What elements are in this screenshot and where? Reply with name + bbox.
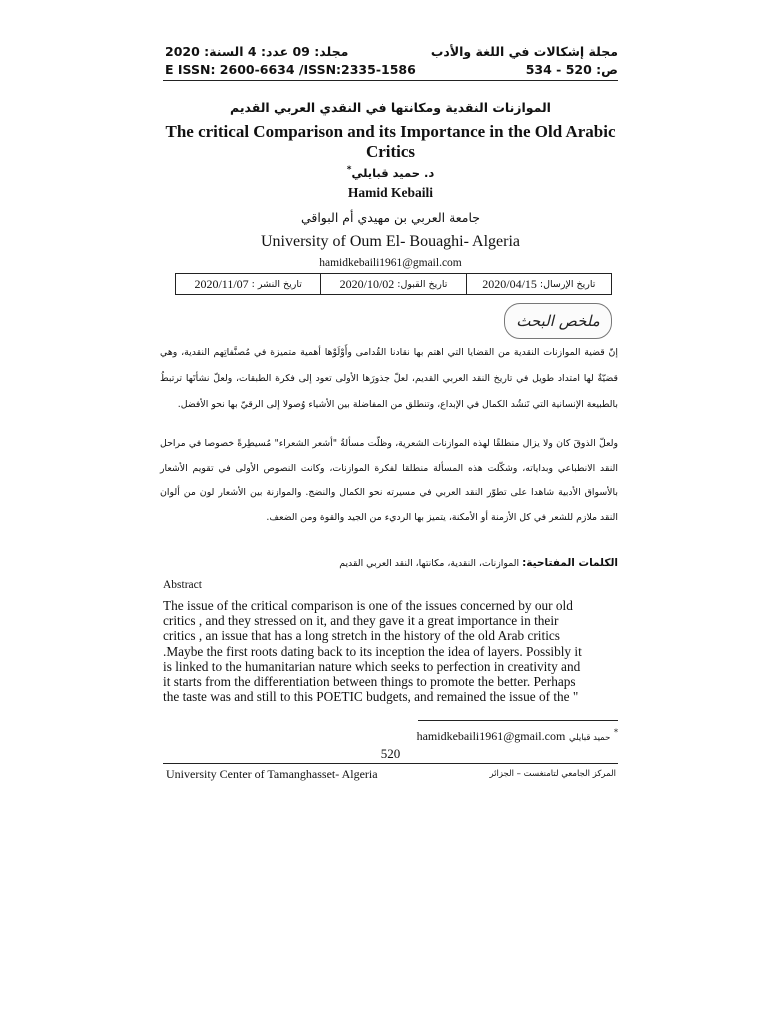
author-asterisk: * <box>346 165 352 175</box>
issue-line-text: مجلد: 09 عدد: 4 السنة: 2020 <box>165 44 349 59</box>
arabic-abstract-p1: إنّ قضية الموازنات النقدية من القضايا التي اهتم بها نقادنا القُدامى وأَوْلَوْها أهمية متميزة في مُصنَّفاتِهم النقدية، وهي قضيّةٌ لها امتداد طويل في تاريخ النقد العربي القديم، لعلّ جذورَها الأولى تعود إلى فكرة الطبقات، ولعلّ نشأتَها ترتبطُ بالطبيعة الإنسانية التي تَنشُد الكمال في الإبداع، وتنطلق من المفاضلة بين الأشياء وُصولا إلى الرقيّ بها نحو الأفضل. <box>160 347 618 410</box>
dates-table <box>175 273 612 295</box>
footer-right: المركز الجامعي لتامنغست – الجزائر <box>489 769 616 779</box>
university-arabic: جامعة العربي بن مهيدي أم البواقي <box>300 210 481 225</box>
abstract-text: The issue of the critical comparison is one of the issues concerned by our old critics , and they stressed on it, and they gave it a great importance in their critics , an issue that has a long stretch in the history of the old Arab critics .Maybe the first roots dating back to its inception the idea of layers. Possibly it is linked to the humanitarian nature which seeks to perfection in creativity and it starts from the differentiation between things to promote the better. Perhaps the taste was and still to this POETIC budgets, and remained the issue of the " <box>163 598 582 705</box>
page-number: 520 <box>380 746 401 761</box>
summary-heading: ملخص البحث <box>504 303 612 339</box>
abstract-label: Abstract <box>163 579 202 591</box>
issn-line: E ISSN: 2600-6634 /ISSN:2335-1586 <box>165 62 416 77</box>
author-english: Hamid Kebaili <box>347 185 434 200</box>
keywords <box>160 557 618 569</box>
footnote-rule <box>418 720 618 721</box>
footnote-email: hamidkebaili1961@gmail.com <box>416 728 566 743</box>
university-english: University of Oum El- Bouaghi- Algeria <box>260 233 521 250</box>
author-arabic-name: د. حميد قبايلي <box>351 165 435 180</box>
author-arabic <box>163 165 618 180</box>
footer-left: University Center of Tamanghasset- Algeria <box>166 767 378 781</box>
footnote-marker: * <box>614 728 618 737</box>
footnote-author: حميد قبايلي <box>568 732 611 743</box>
pages-line: ص: 520 - 534 <box>525 62 618 77</box>
date-accepted-cell <box>320 274 465 294</box>
date-sent-value: 2020/04/15 <box>482 276 537 291</box>
footer-rule <box>163 763 618 764</box>
date-published-value: 2020/11/07 <box>194 276 249 291</box>
journal-name: مجلة إشكالات في اللغة والأدب <box>430 44 618 59</box>
date-sent-label: تاريخ الإرسال: <box>539 278 596 290</box>
author-email: hamidkebaili1961@gmail.com <box>319 257 462 269</box>
date-sent-cell <box>466 274 611 294</box>
header-rule <box>163 80 618 81</box>
title-arabic: الموازنات النقدية ومكانتها في النقدي العربي القديم <box>230 100 551 115</box>
date-published-label: تاريخ النشر : <box>251 278 302 290</box>
keywords-text: الموازنات، النقدية، مكانتها، النقد العربي القديم <box>339 558 523 569</box>
date-accepted-label: تاريخ القبول: <box>397 278 448 290</box>
keywords-label: الكلمات المفتاحية: <box>522 557 618 569</box>
date-accepted-value: 2020/10/02 <box>339 276 395 291</box>
issue-line <box>165 44 348 59</box>
footnote <box>163 728 618 744</box>
title-english: The critical Comparison and its Importance in the Old Arabic Critics <box>165 122 616 161</box>
date-published-cell <box>176 274 320 294</box>
arabic-abstract-p2: ولعلّ الذوقَ كان ولا يزال منطلقًا لهذه الموازنات الشعرية، وظلّت مسألةُ "أشعر الشعراء" مُسيطِرةً خصوصا في مراحل النقد الانطباعي وبداياته، وشكّلت هذه المسألة منطلقا لفكرة الموازنات، وكانت النصوص الأولى في تقويم الأشعار بالأسواق الأدبية شاهدا على تطوّر النقد العربي في مسيرته نحو الكمال والنضج. والموازنة بين الأشعار لون من ألوان النقد ملازم للشعر في كل الأزمنة أو الأمكنة، يتميز بها الرديء من الجيد والقوة ومن الضعف. <box>160 438 618 523</box>
